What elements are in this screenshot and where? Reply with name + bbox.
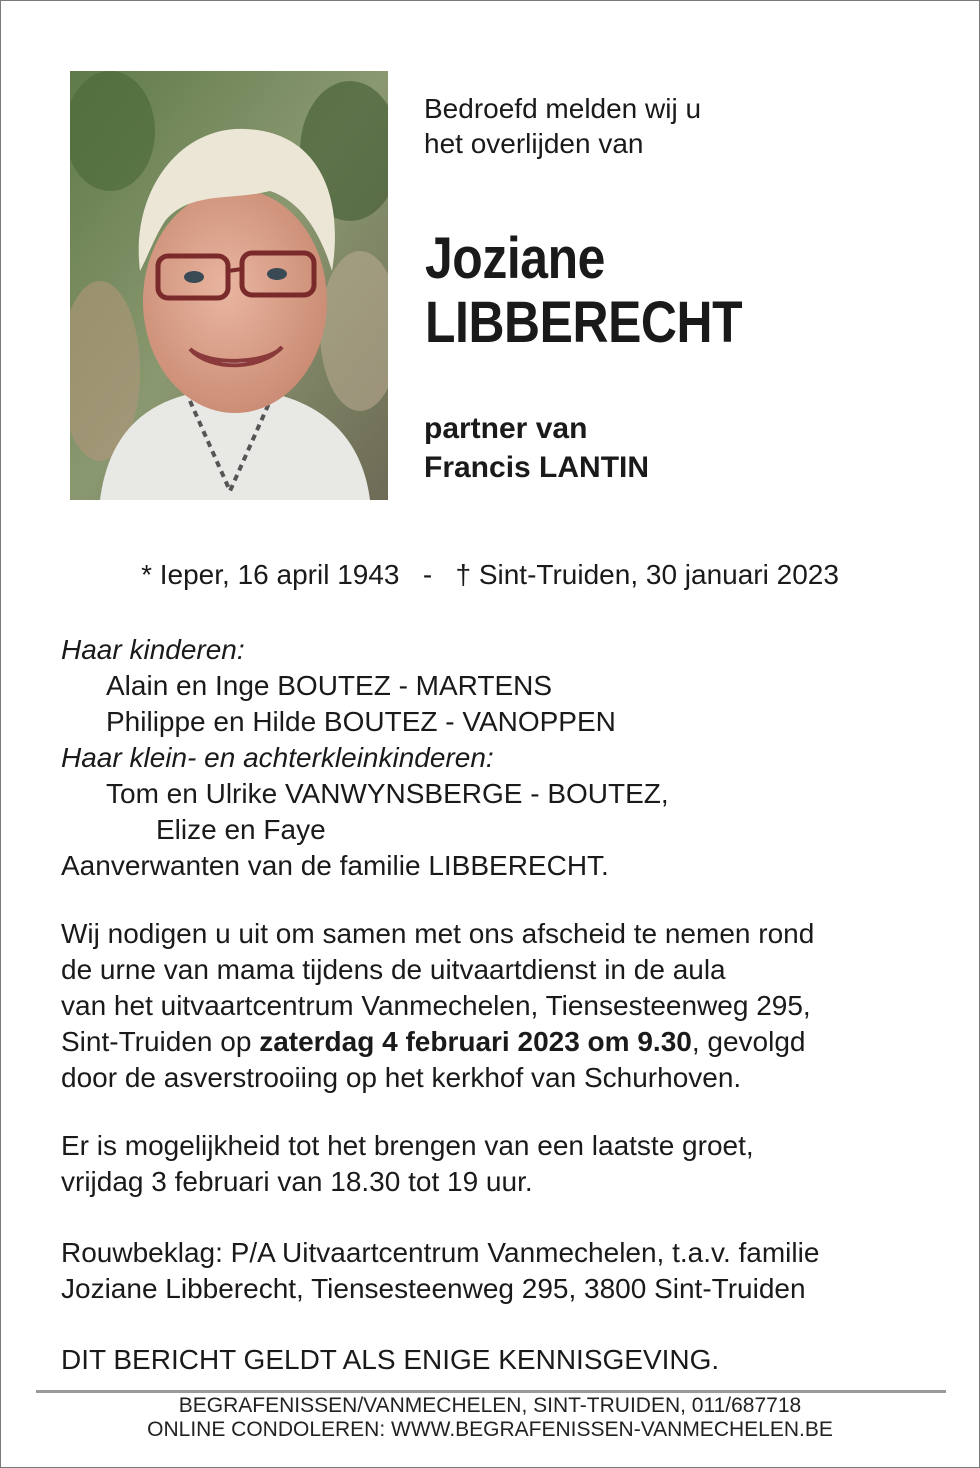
children-heading: Haar kinderen: bbox=[61, 634, 245, 665]
last-name: LIBBERECHT bbox=[425, 290, 743, 355]
partner-name: Francis LANTIN bbox=[424, 451, 650, 484]
deceased-name bbox=[425, 227, 742, 355]
ceremony-line bbox=[61, 1024, 941, 1060]
partner-info bbox=[424, 409, 649, 487]
portrait-photo bbox=[70, 71, 388, 500]
notice-line: DIT BERICHT GELDT ALS ENIGE KENNISGEVING. bbox=[61, 1344, 720, 1375]
announcement-body bbox=[61, 632, 941, 1378]
child-entry: Philippe en Hilde BOUTEZ - VANOPPEN bbox=[106, 706, 616, 737]
intro-line: het overlijden van bbox=[424, 128, 644, 159]
birth-death-dates: * Ieper, 16 april 1943 - † Sint-Truiden, 30 januari 2023 bbox=[141, 559, 839, 590]
ceremony-line: Wij nodigen u uit om samen met ons afscheid te nemen rond bbox=[61, 918, 815, 949]
grandchild-entry: Tom en Ulrike VANWYNSBERGE - BOUTEZ, bbox=[106, 778, 669, 809]
first-name: Joziane bbox=[425, 226, 605, 291]
visitation-line: Er is mogelijkheid tot het brengen van een laatste groet, bbox=[61, 1130, 754, 1161]
footer-divider bbox=[36, 1390, 946, 1393]
grandchild-entry: Elize en Faye bbox=[156, 814, 326, 845]
condolence-line: Rouwbeklag: P/A Uitvaartcentrum Vanmechelen, t.a.v. familie bbox=[61, 1237, 820, 1268]
intro-line: Bedroefd melden wij u bbox=[424, 93, 702, 124]
footer-contact: BEGRAFENISSEN/VANMECHELEN, SINT-TRUIDEN, 011/687718 bbox=[178, 1394, 802, 1417]
ceremony-text: Sint-Truiden op bbox=[61, 1026, 260, 1057]
portrait-illustration bbox=[70, 71, 388, 500]
intro-text bbox=[424, 91, 701, 161]
relatives-line: Aanverwanten van de familie LIBBERECHT. bbox=[61, 850, 609, 881]
footer bbox=[1, 1394, 979, 1442]
footer-website: ONLINE CONDOLEREN: WWW.BEGRAFENISSEN-VANMECHELEN.BE bbox=[147, 1418, 833, 1441]
child-entry: Alain en Inge BOUTEZ - MARTENS bbox=[106, 670, 553, 701]
ceremony-line: van het uitvaartcentrum Vanmechelen, Tiensesteenweg 295, bbox=[61, 990, 811, 1021]
ceremony-datetime: zaterdag 4 februari 2023 om 9.30 bbox=[259, 1026, 692, 1057]
ceremony-line: door de asverstrooiing op het kerkhof van Schurhoven. bbox=[61, 1062, 742, 1093]
grandchildren-heading: Haar klein- en achterkleinkinderen: bbox=[61, 742, 494, 773]
ceremony-line: de urne van mama tijdens de uitvaartdienst in de aula bbox=[61, 954, 726, 985]
visitation-line: vrijdag 3 februari van 18.30 tot 19 uur. bbox=[61, 1166, 533, 1197]
partner-label: partner van bbox=[424, 412, 588, 445]
condolence-line: Joziane Libberecht, Tiensesteenweg 295, 3800 Sint-Truiden bbox=[61, 1273, 806, 1304]
ceremony-text: , gevolgd bbox=[691, 1026, 806, 1057]
